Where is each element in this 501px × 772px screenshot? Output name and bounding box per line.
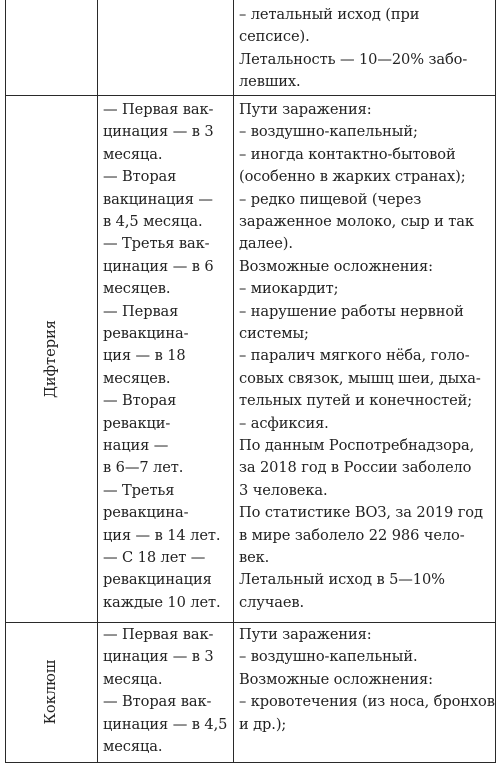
disease-details-line: Возможные осложнения: (239, 670, 433, 688)
vaccination-schedule-line: цинация — в 6 (103, 257, 214, 275)
disease-details-line: случаев. (239, 593, 305, 611)
vaccination-schedule-line: — Вторая (103, 168, 177, 186)
disease-details-line: зараженное молоко, сыр и так (239, 213, 474, 230)
disease-details-line: левших. (239, 73, 301, 91)
disease-details-line: Пути заражения: (239, 101, 372, 118)
disease-details-line: за 2018 год в России заболело (239, 459, 472, 477)
vaccination-schedule-line: — Первая вак- (103, 626, 214, 643)
disease-details-line: – летальный исход (при (239, 6, 420, 23)
disease-details-line: системы; (239, 325, 309, 342)
vaccination-schedule-line: цинация — в 3 (103, 123, 214, 141)
disease-details-line: Пути заражения: (239, 626, 372, 643)
table-vertical-rule (97, 0, 98, 762)
disease-details-line: – воздушно-капельный. (239, 648, 418, 666)
disease-details-line: Летальный исход в 5—10% (239, 571, 445, 589)
disease-details-line: век. (239, 549, 270, 566)
vaccination-schedule-line: в 4,5 месяца. (103, 213, 203, 230)
disease-details-line: – воздушно-капельный; (239, 123, 418, 141)
vaccination-schedule-line: месяцев. (103, 369, 171, 387)
disease-details-line: По данным Роспотребнадзора, (239, 437, 475, 454)
vaccination-schedule-line: — С 18 лет — (103, 549, 206, 566)
disease-details-line: совых связок, мышц шеи, дыха- (239, 369, 481, 387)
vaccination-schedule-line: месяца. (103, 670, 163, 688)
disease-details-line: и др.); (239, 715, 287, 733)
table-vertical-rule (233, 0, 234, 762)
table-vertical-rule (495, 0, 496, 762)
vaccination-schedule-line: ревакци- (103, 414, 171, 432)
vaccination-schedule-line: месяцев. (103, 280, 171, 298)
disease-details-line: (особенно в жарких странах); (239, 168, 466, 186)
disease-details-line: тельных путей и конечностей; (239, 392, 473, 410)
vaccination-schedule-line: ревакцинация (103, 571, 212, 589)
vaccination-schedule-line: ция — в 14 лет. (103, 526, 221, 544)
vaccination-schedule-line: — Третья вак- (103, 235, 210, 253)
vaccination-schedule-line: ревакцина- (103, 504, 189, 522)
disease-details-line: По статистике ВОЗ, за 2019 год (239, 504, 483, 522)
disease-details-line: Летальность — 10—20% забо- (239, 50, 468, 68)
disease-details-line: далее). (239, 235, 293, 253)
vaccination-schedule-line: — Первая вак- (103, 101, 214, 118)
vaccination-schedule-line: ревакцина- (103, 325, 189, 342)
disease-name: Дифтерия (42, 319, 59, 398)
vaccination-schedule-line: в 6—7 лет. (103, 459, 184, 477)
vaccination-schedule-line: цинация — в 4,5 (103, 715, 228, 733)
table-horizontal-rule (5, 95, 496, 96)
vaccination-schedule-line: ция — в 18 (103, 347, 186, 365)
disease-details-line: 3 человека. (239, 481, 328, 499)
disease-name: Коклюш (42, 659, 59, 725)
vaccination-schedule-line: месяца. (103, 738, 163, 755)
table-horizontal-rule (5, 622, 496, 623)
disease-details-line: – асфиксия. (239, 414, 329, 432)
table-horizontal-rule (5, 762, 496, 763)
vaccination-schedule-line: — Вторая (103, 392, 177, 410)
disease-details-line: Возможные осложнения: (239, 257, 433, 275)
table-vertical-rule (5, 0, 6, 762)
vaccination-schedule-line: каждые 10 лет. (103, 593, 221, 611)
disease-details-line: – иногда контактно-бытовой (239, 145, 456, 163)
disease-details-line: – миокардит; (239, 280, 339, 298)
vaccination-schedule-line: месяца. (103, 145, 163, 163)
vaccination-schedule-line: — Первая (103, 302, 179, 320)
vaccination-schedule-line: цинация — в 3 (103, 648, 214, 666)
disease-details-line: – паралич мягкого нёба, голо- (239, 347, 470, 365)
vaccination-schedule-line: — Вторая вак- (103, 693, 212, 711)
disease-details-line: – кровотечения (из носа, бронхов (239, 693, 495, 711)
disease-details-line: в мире заболело 22 986 чело- (239, 526, 465, 544)
vaccination-schedule-line: нация — (103, 437, 169, 454)
disease-details-line: сепсисе). (239, 28, 310, 46)
vaccination-schedule-line: вакцинация — (103, 190, 213, 208)
vaccination-schedule-line: — Третья (103, 481, 175, 499)
disease-details-line: – редко пищевой (через (239, 190, 422, 208)
disease-details-line: – нарушение работы нервной (239, 302, 464, 320)
